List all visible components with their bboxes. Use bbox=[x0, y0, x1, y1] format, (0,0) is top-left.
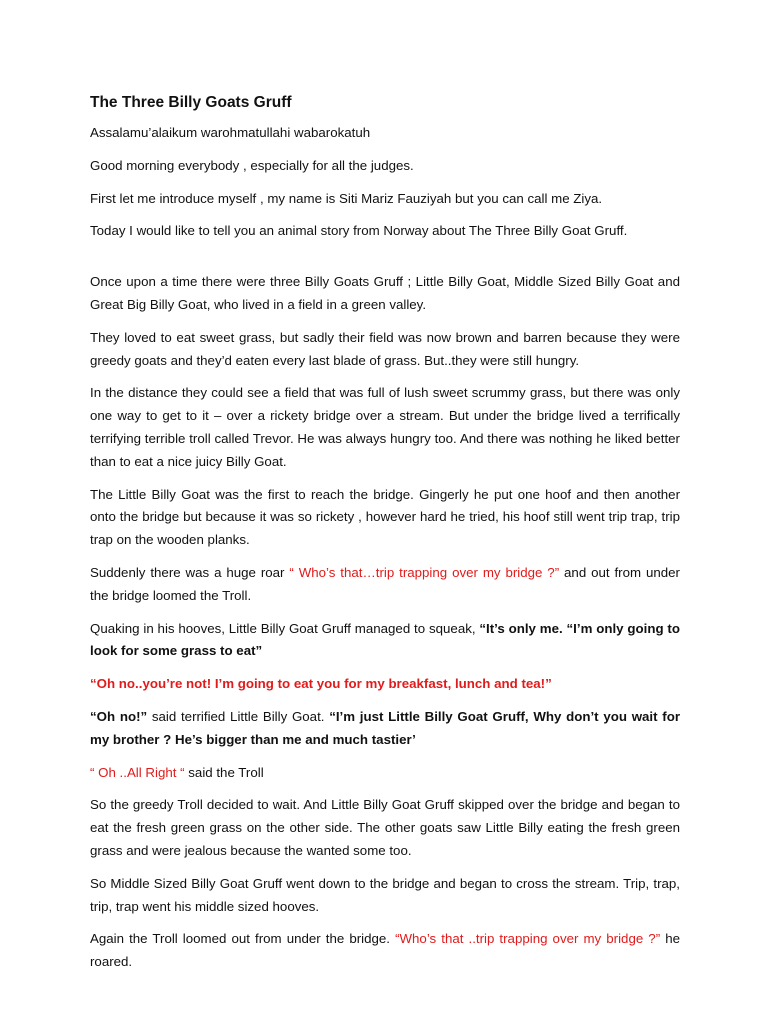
narration-text: Quaking in his hooves, Little Billy Goat Gruff managed to squeak, bbox=[90, 620, 480, 636]
story-paragraph-9 bbox=[90, 762, 680, 785]
story-paragraph-8 bbox=[90, 706, 680, 752]
story-paragraph-2: They loved to eat sweet grass, but sadly their field was now brown and barren because they were greedy goats and they’d eaten every last blade of grass. But..they were still hungry. bbox=[90, 329, 680, 368]
story-paragraph-1: Once upon a time there were three Billy Goats Gruff ; Little Billy Goat, Middle Sized Billy Goat and Great Big Billy Goat, who lived in a field in a green valley. bbox=[90, 274, 680, 312]
troll-quote-paragraph: “Oh no..you’re not! I’m going to eat you for my breakfast, lunch and tea!” bbox=[90, 676, 552, 692]
narration-text: Suddenly there was a huge roar bbox=[90, 564, 290, 580]
greeting-paragraph: Assalamu’alaikum warohmatullahi wabarokatuh bbox=[90, 125, 371, 140]
goat-quote: “I’m just Little Billy Goat Gruff, Why don’t you wait for my brother ? He’s bigger than me and much tastier’ bbox=[90, 708, 680, 747]
troll-quote: “ Who’s that…trip trapping over my bridge ?” bbox=[289, 564, 560, 580]
narration-text: said terrified Little Billy Goat. bbox=[147, 708, 330, 724]
narration-text: and out from under the bridge loomed the Troll. bbox=[90, 564, 680, 603]
story-paragraph-11: So Middle Sized Billy Goat Gruff went down to the bridge and began to cross the stream. Trip, trap, trip, trap went his middle sized hooves. bbox=[90, 875, 680, 914]
good-morning-paragraph: Good morning everybody , especially for all the judges. bbox=[90, 157, 414, 173]
story-paragraph-6 bbox=[90, 618, 680, 664]
troll-quote: “ Oh ..All Right “ bbox=[90, 764, 185, 780]
story-paragraph-5 bbox=[90, 562, 680, 608]
troll-quote: “Who’s that ..trip trapping over my bridge ?” bbox=[395, 931, 661, 947]
goat-quote: “Oh no!” bbox=[90, 708, 148, 724]
narration-text: he roared. bbox=[90, 931, 680, 970]
goat-quote: “It’s only me. “I’m only going to look for some grass to eat” bbox=[90, 620, 680, 659]
document-title: The Three Billy Goats Gruff bbox=[90, 94, 292, 111]
story-paragraph-10: So the greedy Troll decided to wait. And Little Billy Goat Gruff skipped over the bridge and began to eat the fresh green grass on the other side. The other goats saw Little Billy eating the fresh green grass and were jealous because the wanted some too. bbox=[90, 797, 680, 858]
narration-text: Again the Troll loomed out from under the bridge. bbox=[90, 931, 396, 947]
narration-text: said the Troll bbox=[184, 764, 264, 780]
story-paragraph-4: The Little Billy Goat was the first to reach the bridge. Gingerly he put one hoof and then another onto the bridge but because it was so rickety , however hard he tried, his hoof still went trip trap, trip trap on the wooden planks. bbox=[90, 486, 680, 548]
story-topic-paragraph: Today I would like to tell you an animal story from Norway about The Three Billy Goat Gruff. bbox=[90, 223, 628, 239]
introduction-paragraph: First let me introduce myself , my name is Siti Mariz Fauziyah but you can call me Ziya. bbox=[90, 190, 603, 206]
story-paragraph-12 bbox=[90, 928, 680, 974]
story-paragraph-3: In the distance they could see a field that was full of lush sweet scrummy grass, but there was only one way to get to it – over a rickety bridge over a stream. But under the bridge lived a terrifically terrifying terrible troll called Trevor. He was always hungry too. And there was nothing he liked better than to eat a nice juicy Billy Goat. bbox=[90, 385, 680, 469]
